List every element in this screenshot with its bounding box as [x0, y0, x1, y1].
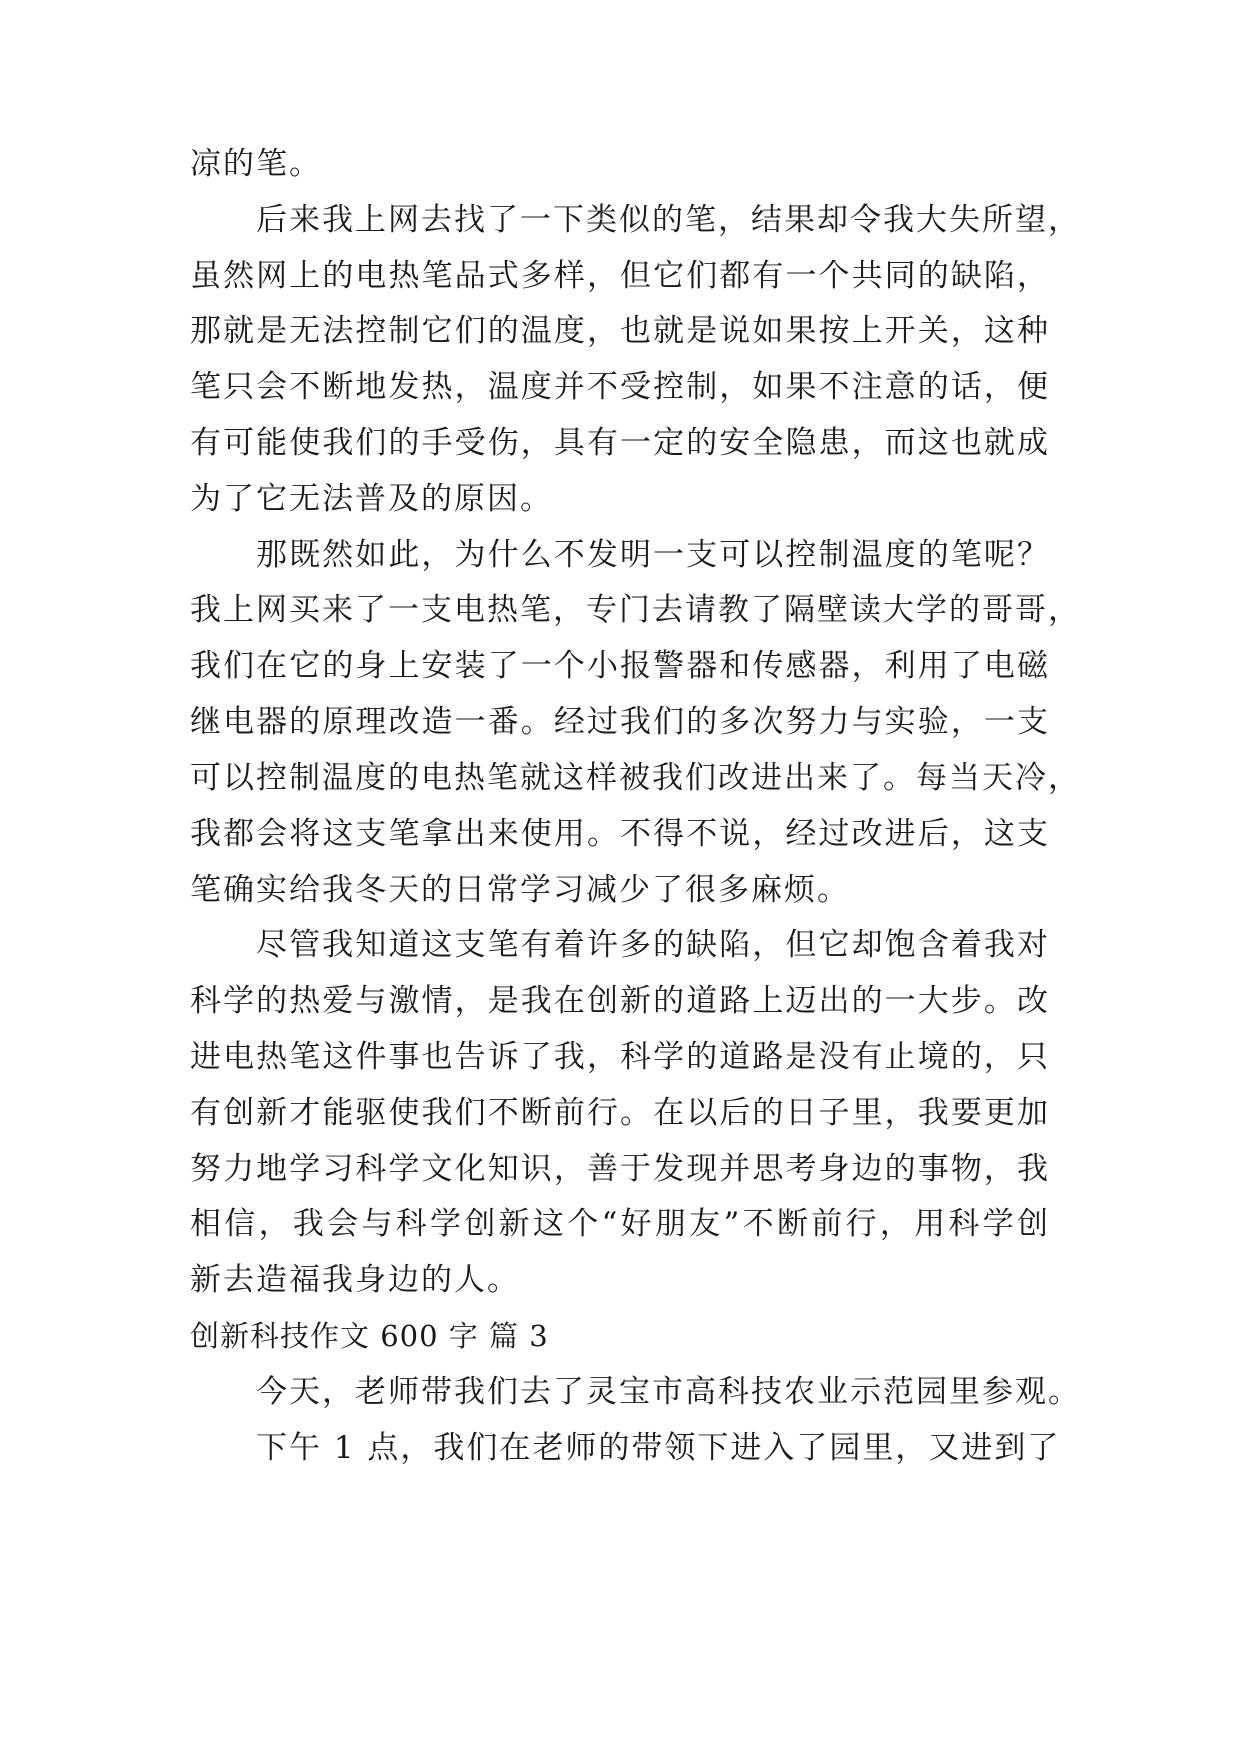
- text-line: 笔只会不断地发热，温度并不受控制，如果不注意的话，便: [190, 369, 1050, 405]
- text-line: 我都会将这支笔拿出来使用。不得不说，经过改进后，这支: [190, 816, 1050, 852]
- text-line: 继电器的原理改造一番。经过我们的多次努力与实验，一支: [190, 704, 1050, 740]
- paragraph-start-line: 那既然如此，为什么不发明一支可以控制温度的笔呢？: [256, 537, 1050, 573]
- text-line: 科学的热爱与激情，是我在创新的道路上迈出的一大步。改: [190, 983, 1050, 1019]
- text-line: 我们在它的身上安装了一个小报警器和传感器，利用了电磁: [190, 648, 1050, 684]
- text-line: 那就是无法控制它们的温度，也就是说如果按上开关，这种: [190, 313, 1050, 349]
- text-line: 笔确实给我冬天的日常学习减少了很多麻烦。: [190, 872, 850, 908]
- text-line: 有创新才能驱使我们不断前行。在以后的日子里，我要更加: [190, 1095, 1050, 1131]
- text-line: 虽然网上的电热笔品式多样，但它们都有一个共同的缺陷，: [190, 258, 1050, 294]
- text-line: 新去造福我身边的人。: [190, 1262, 520, 1298]
- text-line: 可以控制温度的电热笔就这样被我们改进出来了。每当天冷，: [190, 760, 1081, 796]
- text-line: 为了它无法普及的原因。: [190, 481, 553, 517]
- text-line: 努力地学习科学文化知识，善于发现并思考身边的事物，我: [190, 1151, 1050, 1187]
- section-heading: 创新科技作文 600 字 篇 3: [190, 1319, 549, 1353]
- paragraph-start-line: 尽管我知道这支笔有着许多的缺陷，但它却饱含着我对: [256, 927, 1050, 963]
- text-line: 我上网买来了一支电热笔，专门去请教了隔壁读大学的哥哥，: [190, 592, 1081, 628]
- text-line: 有可能使我们的手受伤，具有一定的安全隐患，而这也就成: [190, 425, 1050, 461]
- text-line: 凉的笔。: [190, 146, 322, 182]
- paragraph-start-line: 下午 1 点，我们在老师的带领下进入了园里，又进到了: [256, 1430, 1061, 1466]
- text-line: 相信，我会与科学创新这个“好朋友”不断前行，用科学创: [190, 1206, 1050, 1242]
- text-line: 进电热笔这件事也告诉了我，科学的道路是没有止境的，只: [190, 1039, 1050, 1075]
- paragraph-start-line: 后来我上网去找了一下类似的笔，结果却令我大失所望，: [256, 202, 1081, 238]
- paragraph-start-line: 今天，老师带我们去了灵宝市高科技农业示范园里参观。: [256, 1374, 1081, 1410]
